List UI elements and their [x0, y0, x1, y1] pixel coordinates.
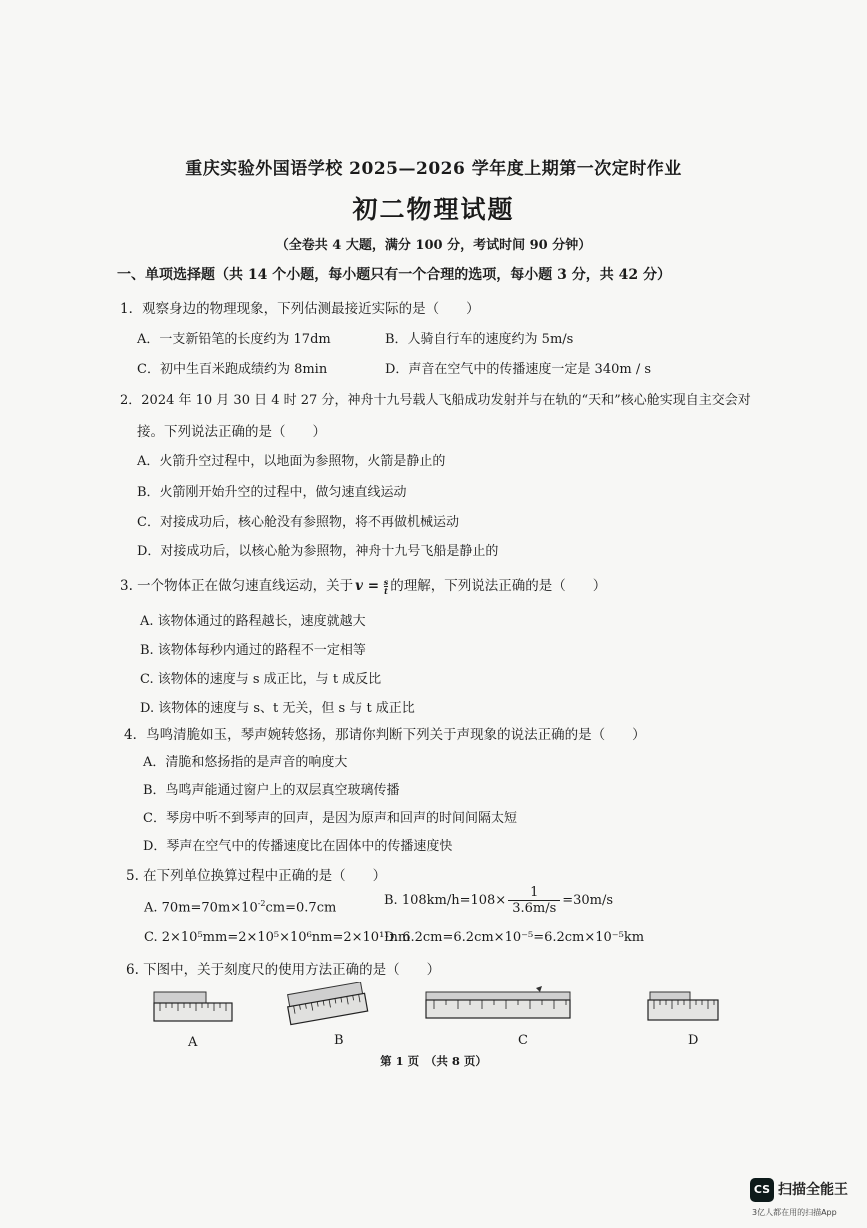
q5-b-fraction: [508, 885, 560, 916]
q1-option-d: D．声音在空气中的传播速度一定是 340m / s: [385, 362, 652, 377]
q5-option-c: C. 2×10⁵mm=2×10⁵×10⁶nm=2×10¹¹nm: [144, 930, 411, 945]
scanner-logo-icon: CS: [750, 1178, 774, 1202]
q3-stem-before: 3. 一个物体正在做匀速直线运动，关于: [120, 578, 354, 594]
q3-stem-after: 的理解，下列说法正确的是（ ）: [390, 578, 607, 594]
figure-label-a: A: [188, 1035, 198, 1050]
q5-b-denominator: 3.6m/s: [512, 901, 557, 916]
ruler-figure-c: [424, 984, 574, 1022]
q1-option-a: A．一支新铅笔的长度约为 17dm: [137, 332, 331, 347]
q2-option-a: A．火箭升空过程中，以地面为参照物，火箭是静止的: [137, 454, 446, 469]
q1-option-b: B．人骑自行车的速度约为 5m/s: [385, 332, 574, 347]
q5-option-b: [384, 885, 613, 916]
ruler-figure-b: [284, 982, 370, 1028]
q5-b-pre: B. 108km/h=108×: [384, 893, 507, 908]
school-title: 重庆实验外国语学校 2025—2026 学年度上期第一次定时作业: [185, 159, 682, 179]
q5-option-d: D. 6.2cm=6.2cm×10⁻⁵=6.2cm×10⁻⁵km: [384, 930, 645, 945]
q5-a-sup: -2: [257, 899, 266, 908]
q6-stem: 6. 下图中，关于刻度尺的使用方法正确的是（ ）: [126, 962, 441, 978]
q5-b-numerator: 1: [508, 885, 560, 901]
section-heading: 一、单项选择题（共 14 个小题，每小题只有一个合理的选项，每小题 3 分，共 42 分）: [117, 267, 671, 283]
ruler-figure-a: [152, 990, 234, 1026]
q5-a-post: cm=0.7cm: [265, 900, 337, 916]
figure-label-d: D: [688, 1033, 699, 1048]
q3-option-a: A. 该物体通过的路程越长，速度就越大: [140, 614, 366, 629]
scanner-app-name: 扫描全能王: [778, 1182, 848, 1198]
q1-stem: 1．观察身边的物理现象，下列估测最接近实际的是（ ）: [120, 301, 480, 317]
q4-option-d: D．琴声在空气中的传播速度比在固体中的传播速度快: [143, 839, 453, 854]
q5-stem: 5. 在下列单位换算过程中正确的是（ ）: [126, 868, 387, 884]
q3-stem: [120, 574, 606, 595]
q2-option-d: D．对接成功后，以核心舱为参照物，神舟十九号飞船是静止的: [137, 544, 499, 559]
q2-option-b: B．火箭刚开始升空的过程中，做匀速直线运动: [137, 485, 407, 500]
q3-option-d: D. 该物体的速度与 s、t 无关，但 s 与 t 成正比: [140, 701, 415, 716]
subject-title: 初二物理试题: [352, 195, 515, 224]
q5-b-post: =30m/s: [562, 893, 614, 908]
scanner-tagline: 3亿人都在用的扫描App: [752, 1208, 837, 1217]
q3-option-c: C. 该物体的速度与 s 成正比，与 t 成反比: [140, 672, 382, 687]
q5-option-a: [144, 899, 336, 915]
page-number: 第 1 页 （共 8 页）: [380, 1054, 487, 1068]
figure-label-c: C: [518, 1033, 528, 1048]
q1-option-c: C．初中生百米跑成绩约为 8min: [137, 362, 328, 377]
q4-option-a: A．清脆和悠扬指的是声音的响度大: [143, 755, 348, 770]
ruler-figure-d: [646, 990, 722, 1024]
q4-stem: 4．鸟鸣清脆如玉，琴声婉转悠扬，那请你判断下列关于声现象的说法正确的是（ ）: [124, 727, 646, 743]
q3-option-b: B. 该物体每秒内通过的路程不一定相等: [140, 643, 366, 658]
q2-option-c: C．对接成功后，核心舱没有参照物，将不再做机械运动: [137, 515, 459, 530]
q2-stem-line2: 接。下列说法正确的是（ ）: [137, 424, 326, 440]
q5-a-pre: A. 70m=70m×10: [144, 900, 258, 916]
figure-label-b: B: [334, 1033, 344, 1048]
q2-stem-line1: 2．2024 年 10 月 30 日 4 时 27 分，神舟十九号载人飞船成功发射并与在轨的“天和”核心舱实现自主交会对: [120, 393, 751, 408]
exam-info: （全卷共 4 大题，满分 100 分，考试时间 90 分钟）: [275, 238, 592, 253]
q4-option-c: C．琴房中听不到琴声的回声，是因为原声和回声的时间间隔太短: [143, 811, 517, 826]
q3-formula: v = $\frac{s}{t}$: [355, 577, 389, 596]
q4-option-b: B．鸟鸣声能通过窗户上的双层真空玻璃传播: [143, 783, 400, 798]
